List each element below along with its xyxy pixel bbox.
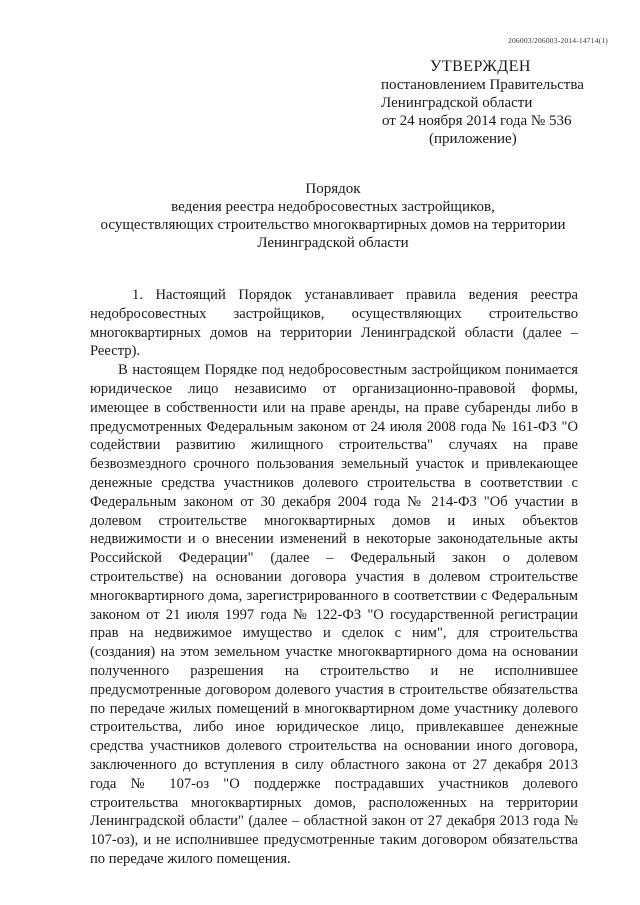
approval-title: УТВЕРЖДЕН	[430, 58, 531, 75]
document-body	[90, 286, 578, 869]
approval-line: (приложение)	[429, 131, 517, 147]
heading-line: Ленинградской области	[257, 235, 409, 251]
heading-line: ведения реестра недобросовестных застройщиков,	[171, 199, 495, 215]
document-id: 206003/206003-2014-14714(1)	[508, 36, 608, 45]
heading-line: осуществляющих строительство многоквартирных домов на территории	[100, 217, 566, 233]
heading-title: Порядок	[305, 181, 361, 197]
approval-line: от 24 ноября 2014 года № 536	[382, 113, 572, 129]
document-heading	[88, 180, 578, 252]
approval-stamp	[378, 58, 618, 148]
approval-line: Ленинградской области	[381, 95, 533, 111]
paragraph: 1. Настоящий Порядок устанавливает правила ведения реестра недобросовестных застройщиков, осуществляющих строительство многоквартирных домов на территории Ленинградской области (далее – Реестр).	[90, 287, 578, 360]
approval-line: постановлением Правительства	[381, 77, 584, 93]
paragraph: В настоящем Порядке под недобросовестным застройщиком понимается юридическое лицо независимо от организационно-правовой формы, имеющее в собственности или на праве аренды, на праве субаренды либо в предусмотренных Федеральным законом от 24 июля 2008 года № 161-ФЗ "О содействии развитию жилищного строительства" случаях на праве безвозмездного срочного пользования земельный участок и привлекающее денежные средства участников долевого строительства в соответствии с Федеральным законом от 30 декабря 2004 года № 214-ФЗ "Об участии в долевом строительстве многоквартирных домов и иных объектов недвижимости и о внесении изменений в некоторые законодательные акты Российской Федерации" (далее – Федеральный закон о долевом строительстве) на основании договора участия в долевом строительстве многоквартирного дома, зарегистрированного в соответствии с Федеральным законом от 21 июля 1997 года № 122-ФЗ "О государственной регистрации прав на недвижимое имущество и сделок с ним", для строительства (создания) на этом земельном участке многоквартирного дома на основании полученного разрешения на строительство и не исполнившее предусмотренные договором долевого участия в строительстве обязательства по передаче жилых помещений в многоквартирном доме участнику долевого строительства, либо иное юридическое лицо, привлекавшее денежные средства участников долевого строительства на основании иного договора, заключенного до вступления в силу областного закона от 27 декабря 2013 года № 107-оз "О поддержке пострадавших участников долевого строительства многоквартирных домов, расположенных на территории Ленинградской области" (далее – областной закон от 27 декабря 2013 года № 107-оз), и не исполнившее предусмотренные таким договором обязательства по передаче жилого помещения.	[90, 362, 578, 867]
